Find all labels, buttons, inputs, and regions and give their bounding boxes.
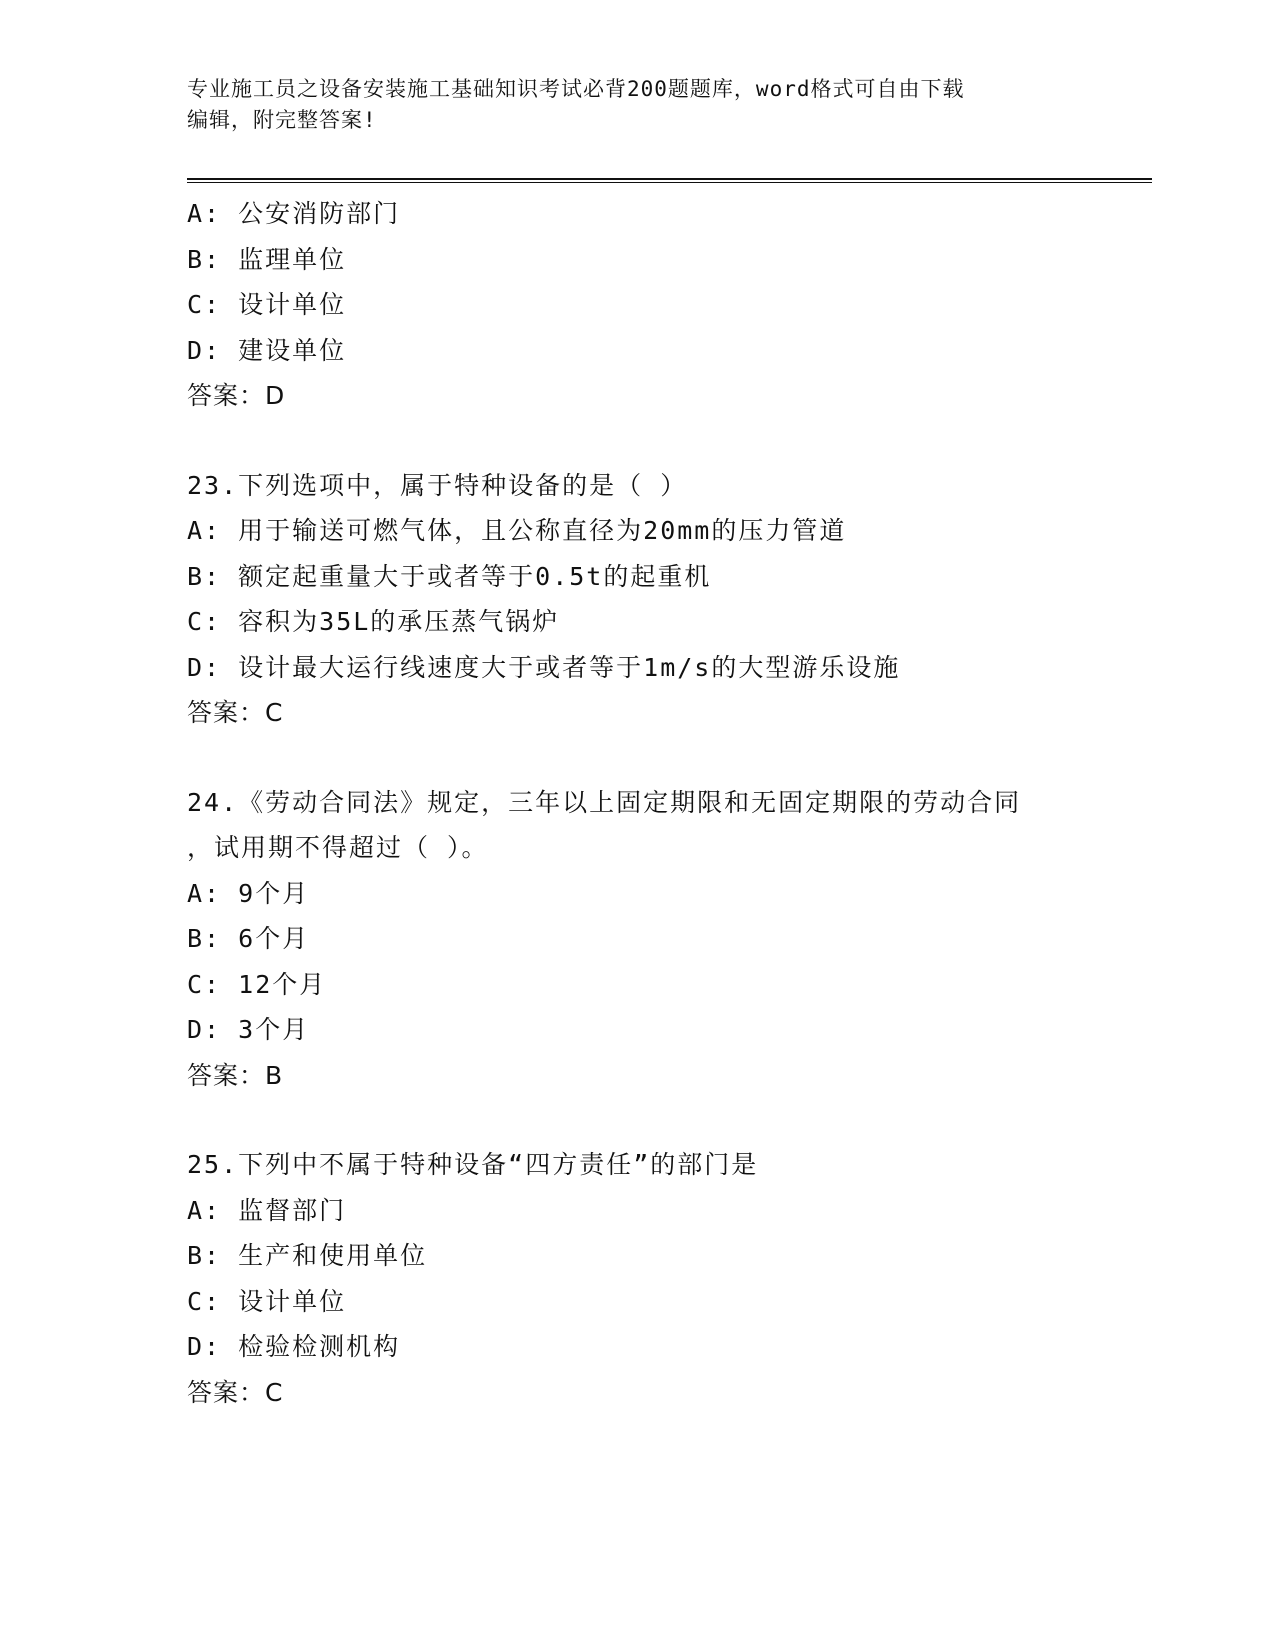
question-stem: 23.下列选项中，属于特种设备的是（ ） — [187, 470, 688, 500]
option-a: A: 公安消防部门 — [187, 199, 401, 228]
option-c: C: 设计单位 — [187, 290, 347, 319]
option-a: A: 监督部门 — [187, 1195, 347, 1225]
answer: 答案：B — [187, 1060, 284, 1090]
option-c: C: 容积为35L的承压蒸气锅炉 — [187, 607, 560, 636]
question-22-continuation — [187, 191, 1087, 419]
header-divider — [187, 178, 1152, 183]
question-stem-continued: ，试用期不得超过（ ）。 — [187, 833, 489, 862]
option-c: C: 设计单位 — [187, 1286, 347, 1316]
question-25 — [187, 1142, 1087, 1415]
question-24 — [187, 780, 1087, 1099]
option-d: D: 检验检测机构 — [187, 1332, 401, 1361]
question-content — [187, 191, 1087, 1415]
option-a: A: 用于输送可燃气体，且公称直径为20mm的压力管道 — [187, 516, 847, 545]
answer: 答案：C — [187, 1377, 284, 1407]
option-d: D: 建设单位 — [187, 335, 347, 365]
option-b: B: 6个月 — [187, 924, 310, 953]
option-c: C: 12个月 — [187, 969, 327, 999]
document-header — [187, 74, 1067, 136]
option-a: A: 9个月 — [187, 878, 310, 908]
header-title-line-2: 编辑，附完整答案! — [187, 108, 377, 132]
answer: 答案：D — [187, 381, 286, 410]
option-b: B: 监理单位 — [187, 244, 347, 274]
question-23 — [187, 463, 1087, 736]
question-stem: 25.下列中不属于特种设备“四方责任”的部门是 — [187, 1150, 759, 1179]
question-stem: 24.《劳动合同法》规定，三年以上固定期限和无固定期限的劳动合同 — [187, 787, 1022, 817]
option-d: D: 3个月 — [187, 1015, 310, 1044]
answer: 答案：C — [187, 698, 284, 727]
option-b: B: 额定起重量大于或者等于0.5t的起重机 — [187, 561, 712, 591]
option-b: B: 生产和使用单位 — [187, 1241, 428, 1270]
option-d: D: 设计最大运行线速度大于或者等于1m/s的大型游乐设施 — [187, 652, 901, 682]
header-title-line-1: 专业施工员之设备安装施工基础知识考试必背200题题库，word格式可自由下载 — [187, 77, 965, 101]
